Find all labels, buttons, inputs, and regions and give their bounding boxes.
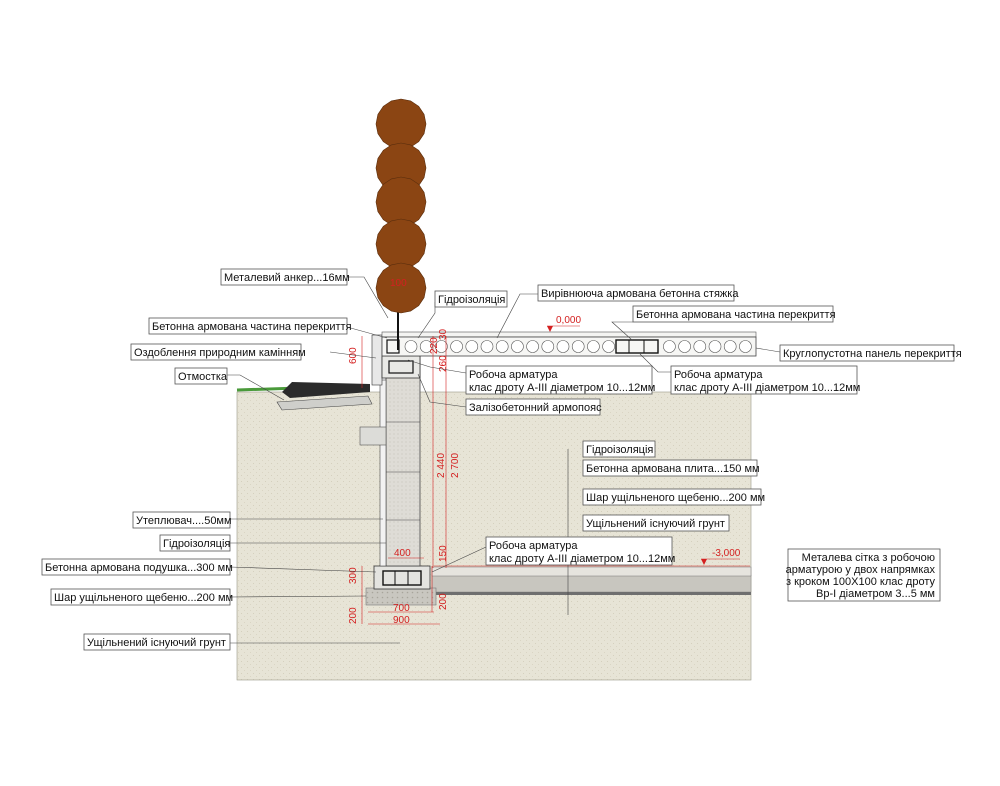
dim-2440: 2 440 [436, 452, 447, 478]
svg-text:Бетонна армована частина перек: Бетонна армована частина перекриття [636, 309, 836, 321]
label-waterproof-mid [583, 441, 655, 457]
insulation-strip [380, 380, 386, 566]
label-rebar-top-left [466, 366, 655, 394]
svg-text:Робоча арматура: Робоча арматура [469, 369, 558, 381]
svg-text:арматурою у двох напрямках: арматурою у двох напрямках [785, 564, 935, 576]
panel-void [709, 341, 721, 353]
label-slab-part-right [633, 306, 836, 322]
dim-400: 400 [394, 548, 411, 559]
stone-finish [372, 335, 382, 385]
existing-soil [237, 392, 751, 680]
svg-text:Гідроізоляція: Гідроізоляція [163, 538, 231, 550]
svg-text:Шар ущільненого щебеню...200 м: Шар ущільненого щебеню...200 мм [54, 592, 234, 604]
ring-beam [382, 356, 420, 378]
dim-30: 30 [438, 328, 449, 340]
dim-900: 900 [393, 615, 410, 626]
dim-260: 260 [438, 355, 449, 372]
panel-void [496, 341, 508, 353]
log [376, 99, 426, 149]
dim-100: 100 [390, 278, 407, 289]
dim-220: 220 [429, 337, 440, 354]
panel-void [572, 341, 584, 353]
panel-void [481, 341, 493, 353]
panel-void [542, 341, 554, 353]
panel-voids [405, 341, 751, 353]
label-gravel-layer [583, 489, 765, 505]
svg-text:Металевий анкер...16мм: Металевий анкер...16мм [224, 272, 350, 284]
label-stone-finish [131, 344, 306, 360]
label-floor-slab [583, 460, 760, 476]
panel-void [405, 341, 417, 353]
svg-text:Бетонна армована плита...150 м: Бетонна армована плита...150 мм [586, 463, 760, 475]
svg-text:Ущільнений існуючий грунт: Ущільнений існуючий грунт [586, 518, 725, 530]
panel-void [694, 341, 706, 353]
svg-text:клас дроту А-III діаметром 10.: клас дроту А-III діаметром 10...12мм [469, 382, 656, 394]
svg-text:Вирівнююча армована бетонна ст: Вирівнююча армована бетонна стяжка [541, 288, 739, 300]
panel-void [663, 341, 675, 353]
level-bottom-text: -3,000 [712, 548, 741, 559]
svg-text:Робоча арматура: Робоча арматура [674, 369, 763, 381]
svg-text:Шар ущільненого щебеню...200 м: Шар ущільненого щебеню...200 мм [586, 492, 766, 504]
svg-text:Металева сітка з робочою: Металева сітка з робочою [801, 552, 935, 564]
label-blind-area [175, 368, 228, 384]
foundation-wall [386, 356, 420, 566]
svg-text:Вр-І діаметром 3...5 мм: Вр-І діаметром 3...5 мм [815, 588, 935, 600]
panel-void [603, 341, 615, 353]
leader-slab-left [347, 327, 387, 338]
panel-void [527, 341, 539, 353]
label-slab-part-left [149, 318, 352, 334]
label-compacted-soil-right [583, 515, 729, 531]
level-marker-top [547, 326, 553, 332]
panel-void [451, 341, 463, 353]
label-compacted-soil-left [84, 634, 230, 650]
level-top-text: 0,000 [556, 315, 582, 326]
panel-void [679, 341, 691, 353]
panel-void [466, 341, 478, 353]
log [376, 219, 426, 269]
svg-text:з кроком 100Х100 клас дроту: з кроком 100Х100 клас дроту [785, 576, 935, 588]
floor-sub-base [432, 575, 751, 592]
panel-void [739, 341, 751, 353]
svg-text:Гідроізоляція: Гідроізоляція [438, 294, 506, 306]
svg-text:Круглопустотна панель перекрит: Круглопустотна панель перекриття [783, 348, 962, 360]
label-screed [538, 285, 739, 301]
panel-void [557, 341, 569, 353]
label-gravel-left [51, 589, 233, 605]
plinth-step [360, 427, 386, 445]
svg-text:Робоча арматура: Робоча арматура [489, 540, 578, 552]
label-rebar-top-right [671, 366, 860, 394]
floor-dark-layer [432, 592, 751, 595]
label-rebar-bottom [486, 537, 675, 565]
dim-2700: 2 700 [450, 452, 461, 478]
dim-200-right: 200 [438, 593, 449, 610]
floor-slab [432, 567, 751, 576]
svg-text:Залізобетонний армопояс: Залізобетонний армопояс [469, 402, 602, 414]
label-footing-pad [42, 559, 233, 575]
label-ring-beam [466, 399, 602, 415]
svg-text:Оздоблення природним камінням: Оздоблення природним камінням [134, 347, 306, 359]
svg-text:Бетонна армована частина перек: Бетонна армована частина перекриття [152, 321, 352, 333]
label-anchor [221, 269, 350, 285]
svg-text:Отмостка: Отмостка [178, 371, 227, 383]
panel-void [724, 341, 736, 353]
label-waterproof-top [435, 291, 507, 307]
svg-text:клас дроту А-III діаметром 10.: клас дроту А-III діаметром 10...12мм [674, 382, 861, 394]
svg-text:клас дроту А-III діаметром 10.: клас дроту А-III діаметром 10...12мм [489, 553, 676, 565]
dim-700: 700 [393, 603, 410, 614]
svg-text:Ущільнений існуючий грунт: Ущільнений існуючий грунт [87, 637, 226, 649]
dim-600: 600 [348, 347, 359, 364]
dim-200-left: 200 [348, 607, 359, 624]
svg-text:Утеплювач....50мм: Утеплювач....50мм [136, 515, 232, 527]
label-insulation [133, 512, 232, 528]
svg-text:Гідроізоляція: Гідроізоляція [586, 444, 654, 456]
dim-300: 300 [348, 567, 359, 584]
label-hollow-panel [780, 345, 962, 361]
leader-panel [756, 348, 780, 352]
label-waterproof-left [160, 535, 230, 551]
label-metal-mesh [786, 549, 940, 601]
panel-void [587, 341, 599, 353]
svg-text:Бетонна армована подушка...300: Бетонна армована подушка...300 мм [45, 562, 233, 574]
dim-150: 150 [438, 545, 449, 562]
panel-void [511, 341, 523, 353]
